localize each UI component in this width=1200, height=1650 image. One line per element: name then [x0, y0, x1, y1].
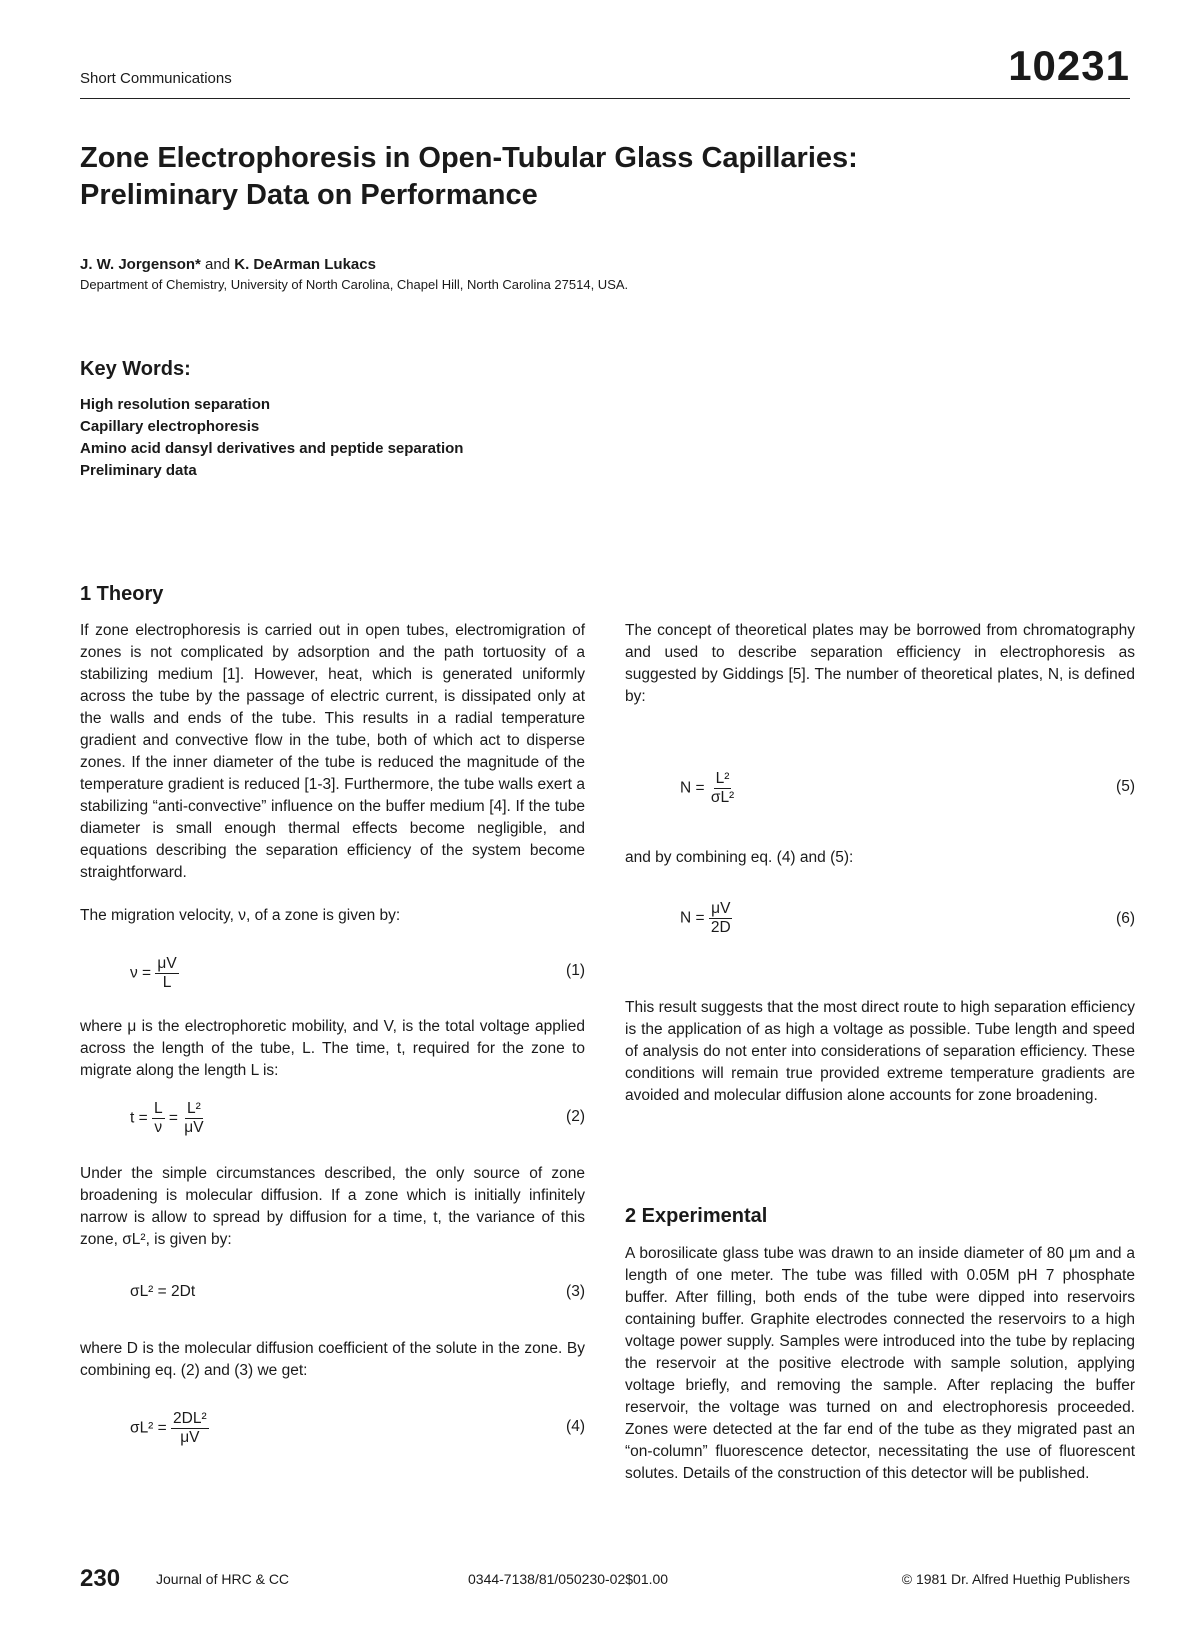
- copyright: © 1981 Dr. Alfred Huethig Publishers: [901, 1571, 1130, 1587]
- theory-paragraph-6: [625, 620, 1135, 708]
- equation-6: [680, 900, 733, 937]
- keyword-item: Capillary electrophoresis: [80, 418, 260, 435]
- equation-lhs: σL² =: [130, 1419, 167, 1437]
- equation-lhs: N =: [680, 909, 705, 927]
- page-number: 230: [80, 1565, 121, 1592]
- denominator: ν: [154, 1119, 163, 1136]
- article-title: [80, 140, 1120, 214]
- section-label: Short Communications: [80, 70, 232, 87]
- keyword-item: High resolution separation: [80, 396, 271, 413]
- equation-number: (3): [566, 1283, 585, 1300]
- denominator: μV: [184, 1119, 204, 1136]
- journal-name: Journal of HRC & CC: [156, 1571, 290, 1587]
- author-1: J. W. Jorgenson*: [80, 256, 201, 273]
- theory-paragraph-4: [80, 1163, 585, 1251]
- equation-3: σL² = 2Dt: [130, 1283, 196, 1300]
- title-line-2: Preliminary Data on Performance: [80, 179, 538, 211]
- numerator: L²: [187, 1100, 201, 1117]
- numerator: μV: [711, 900, 731, 917]
- keyword-item: Amino acid dansyl derivatives and peptide separation: [80, 440, 464, 457]
- section-heading-theory: 1 Theory: [80, 583, 164, 605]
- equals-sign: =: [168, 1109, 178, 1127]
- denominator: L: [162, 974, 172, 991]
- numerator: L²: [715, 770, 730, 787]
- numerator: L: [153, 1100, 163, 1117]
- fraction: [182, 1100, 205, 1137]
- paragraph-text: The migration velocity, ν, of a zone is given by:: [80, 907, 401, 924]
- paragraph-text: and by combining eq. (4) and (5):: [625, 849, 854, 866]
- fraction: [171, 1410, 209, 1447]
- equation-number: (4): [566, 1418, 585, 1435]
- numerator: 2DL²: [173, 1410, 207, 1427]
- equation-number: (2): [566, 1108, 585, 1125]
- theory-paragraph-5: [80, 1338, 585, 1382]
- theory-paragraph-3: [80, 1016, 585, 1082]
- paragraph-text: A borosilicate glass tube was drawn to an inside diameter of 80 μm and a length of one meter. The tube was filled with 0.05M pH 7 phosphate buffer. After filling, both ends of the tube were dipped into reservoirs containing buffer. Graphite electrodes connected the reservoirs to a high voltage power supply. Samples were introduced into the tube by replacing the reservoir at the positive electrode with sample solution, applying voltage briefly, and removing the sample. After replacing the buffer reservoir, the voltage was turned on and electrophoresis proceeded. Zones were detected at the far end of the tube as they migrated past an “on-column” fluorescence detector, necessitating the use of fluorescent solutes. Details of the construction of this detector will be published.: [625, 1245, 1135, 1482]
- paragraph-text: The concept of theoretical plates may be borrowed from chromatography and used to describe separation efficiency in electrophoresis as suggested by Giddings [5]. The number of theoretical plates, N, is defined by:: [625, 622, 1135, 705]
- theory-paragraph-1: [80, 620, 585, 884]
- fraction: [152, 1100, 165, 1137]
- equation-lhs: t =: [130, 1109, 148, 1127]
- article-number: 10231: [1008, 42, 1130, 89]
- equation-number: (5): [1116, 778, 1135, 795]
- paragraph-text: where μ is the electrophoretic mobility, and V, is the total voltage applied across the length of the tube, L. The time, t, required for the zone to migrate along the length L is:: [80, 1018, 585, 1079]
- equation-2: [130, 1100, 206, 1137]
- fraction: [155, 955, 178, 992]
- author-and: and: [205, 256, 231, 273]
- theory-paragraph-8: [625, 997, 1135, 1107]
- theory-paragraph-7: [625, 847, 1135, 869]
- article-code: 0344-7138/81/050230-02$01.00: [468, 1571, 669, 1587]
- author-2: K. DeArman Lukacs: [234, 256, 376, 273]
- affiliation: Department of Chemistry, University of North Carolina, Chapel Hill, North Carolina 27514, USA.: [80, 277, 629, 292]
- section-heading-experimental: 2 Experimental: [625, 1205, 768, 1227]
- title-line-1: Zone Electrophoresis in Open-Tubular Glass Capillaries:: [80, 142, 858, 174]
- header-rule: [80, 98, 1130, 99]
- paragraph-text: This result suggests that the most direct route to high separation efficiency is the application of as high a voltage as possible. Tube length and speed of analysis do not enter into considerations of separation efficiency. These conditions will remain true provided extreme temperature gradients are avoided and molecular diffusion alone accounts for zone broadening.: [625, 999, 1135, 1104]
- equation-5: [680, 770, 736, 807]
- paragraph-text: Under the simple circumstances described, the only source of zone broadening is molecular diffusion. If a zone which is initially infinitely narrow is allow to spread by diffusion for a time, t, the variance of this zone, σL², is given by:: [80, 1165, 585, 1248]
- fraction: [709, 900, 733, 937]
- theory-paragraph-2: [80, 905, 585, 927]
- numerator: μV: [157, 955, 177, 972]
- experimental-paragraph-1: [625, 1243, 1135, 1485]
- denominator: 2D: [710, 919, 731, 936]
- equation-lhs: N =: [680, 779, 705, 797]
- paragraph-text: where D is the molecular diffusion coefficient of the solute in the zone. By combining eq. (2) and (3) we get:: [80, 1340, 585, 1379]
- equation-4: [130, 1410, 209, 1447]
- denominator: σL²: [710, 789, 735, 806]
- denominator: μV: [180, 1429, 200, 1446]
- fraction: [709, 770, 736, 807]
- equation-number: (1): [566, 962, 585, 979]
- authors: [80, 256, 376, 273]
- equation-lhs: ν =: [130, 964, 152, 982]
- keyword-item: Preliminary data: [80, 462, 197, 479]
- keywords-heading: Key Words:: [80, 358, 191, 380]
- equation-1: [130, 955, 179, 992]
- keywords-list: [80, 394, 463, 482]
- equation-number: (6): [1116, 910, 1135, 927]
- paragraph-text: If zone electrophoresis is carried out in open tubes, electromigration of zones is not complicated by adsorption and the path tortuosity of a stabilizing medium [1]. However, heat, which is generated uniformly across the tube by the passage of electric current, is dissipated only at the walls and ends of the tube. This results in a radial temperature gradient and convective flow in the tube, both of which act to disperse zones. If the inner diameter of the tube is reduced the magnitude of the temperature gradient is reduced [1-3]. Furthermore, the tube walls exert a stabilizing “anti-convective” influence on the buffer medium [4]. If the tube diameter is small enough thermal effects become negligible, and equations describing the separation efficiency of the system become straightforward.: [80, 622, 585, 881]
